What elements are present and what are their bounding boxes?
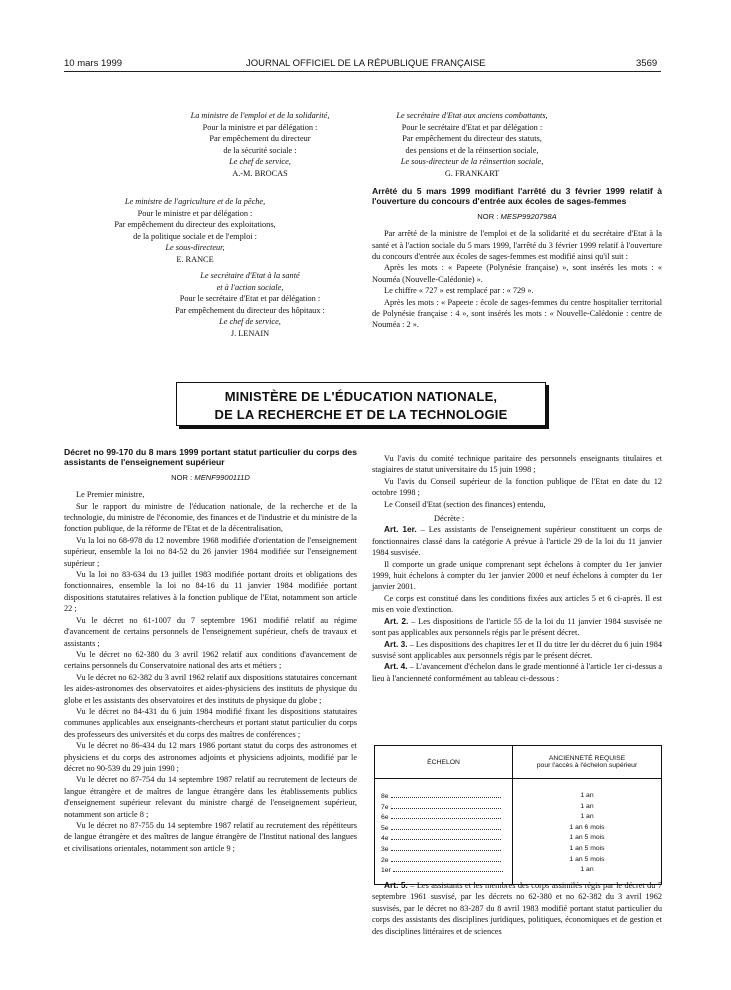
signature-line: Pour le secrétaire d'Etat et par délégation : (179, 294, 321, 304)
ministry-line-1: MINISTÈRE DE L'ÉDUCATION NATIONALE, (224, 389, 498, 404)
journal-title: JOURNAL OFFICIEL DE LA RÉPUBLIQUE FRANÇAISE (246, 58, 486, 69)
signature-line: La ministre de l'emploi et de la solidarité, (190, 111, 330, 120)
article-text: Il comporte un grade unique comprenant sept échelons à compter du 1er janvier 1999, huit échelons à compter du 1er janvier 2000 et neuf échelons à compter du 1er janvier 2001. (372, 559, 662, 592)
signature-block-sante (130, 270, 370, 340)
echelon-table (374, 745, 662, 885)
arrete-body (372, 228, 662, 331)
article-paragraph (372, 616, 662, 639)
signature-block-agriculture (30, 196, 360, 266)
article-paragraph (372, 661, 662, 684)
article-label: Art. 5. (384, 880, 408, 890)
article-paragraph (372, 639, 662, 662)
paragraph: Le Conseil d'Etat (section des finances) entendu, (384, 499, 546, 509)
signature-line: de la sécurité sociale : (223, 145, 297, 155)
signature-line: Le secrétaire d'Etat à la santé (200, 271, 300, 280)
paragraph: Après les mots : « Papeete (Polynésie française) », sont insérés les mots : « Nouméa (Nouvelle-Calédonie) ». (372, 263, 662, 284)
article-text: – Les dispositions des chapitres Ier et II du titre Ier du décret du 6 juin 1984 susvisé sont applicables aux personnels régis par le présent décret. (372, 639, 662, 660)
col-echelon-header: ÉCHELON (375, 746, 513, 779)
article-text: – Les assistants et les membres des corps assimilés régis par le décret du 7 septembre 1961 susvisé, par les décrets no 62-380 et no 62-382 du 3 avril 1962 susvisés, par le décret no 83-287 du 8 avril 1983 modifié portant statut particulier du corps des assistants des disciplines juridiques, politiques, économiques et de gestion et des disciplines littéraires et de sciences (372, 881, 663, 936)
signature-line: Pour la ministre et par délégation : (202, 122, 318, 132)
ministry-line-2: DE LA RECHERCHE ET DE LA TECHNOLOGIE (214, 407, 508, 422)
decret-nor: NOR : MENF9900111D (171, 472, 250, 482)
paragraph: Sur le rapport du ministre de l'éducation nationale, de la recherche et de la technologie, du ministre de l'économie, des finances et de l'industrie et du ministre de la fonction publique, de la réforme de l'Etat et de la décentralisation, (64, 501, 357, 534)
paragraph: Vu le décret no 62-380 du 3 avril 1962 relatif aux conditions d'avancement de certains personnels du Conservatoire national des arts et métiers ; (64, 649, 357, 671)
paragraph: Vu l'avis du comité technique paritaire des personnels enseignants titulaires et stagiaires de statut universitaire du 15 juin 1998 ; (372, 454, 662, 475)
anciennete-value: 1 an (580, 792, 594, 799)
paragraph: Par arrêté de la ministre de l'emploi et de la solidarité et du secrétaire d'Etat à la santé et à l'action sociale du 5 mars 1999, l'arrêté du 3 février 1999 relatif à l'ouverture du concours d'entrée aux écoles de sages-femmes est modifié ainsi qu'il suit : (372, 229, 662, 262)
header-date: 10 mars 1999 (64, 58, 123, 69)
anciennete-value: 1 an (580, 813, 594, 821)
article-label: Art. 4. (384, 661, 408, 672)
anciennete-value: 1 an 5 mois (569, 834, 605, 842)
anciennete-value: 1 an 5 mois (569, 844, 605, 852)
echelon-level: 2e (375, 855, 512, 866)
signature-line: Par empêchement du directeur des statuts, (402, 134, 542, 144)
echelon-level: 6e (375, 812, 512, 823)
paragraph: Vu le décret no 86-434 du 12 mars 1986 portant statut du corps des astronomes et physiciens et du corps des astronomes adjoints et physiciens adjoints, modifié par le décret no 90-539 du 29 juin 1990 ; (64, 741, 357, 773)
echelon-level: 3e (375, 844, 512, 855)
signature-line: A.-M. BROCAS (232, 168, 288, 178)
signature-line: et à l'action sociale, (216, 282, 284, 292)
paragraph: Vu le décret no 61-1007 du 7 septembre 1961 modifié relatif au régime d'avancement de certains personnels de l'enseignement supérieur, chefs de travaux et assistants ; (64, 615, 357, 648)
anciennete-values (513, 791, 661, 876)
decret-left-column (64, 447, 357, 854)
arrete-nor: NOR : MESP9920798A (477, 211, 557, 221)
signature-line: E. RANCE (176, 254, 214, 264)
paragraph: Le chiffre « 727 » est remplacé par : « 729 ». (384, 286, 534, 296)
signature-line: G. FRANKART (444, 168, 500, 178)
paragraph: Après les mots : « Papeete : école de sages-femmes du centre hospitalier territorial de Polynésie française : 4 », sont insérés les mots : « Nouvelle-Calédonie : centre de Nouméa : 2 ». (372, 297, 662, 330)
page-number: 3569 (636, 58, 658, 69)
article-label: Art. 3. (384, 638, 408, 649)
decret-opening: Le Premier ministre, (76, 490, 145, 500)
article-text: – Les dispositions de l'article 55 de la loi du 11 janvier 1984 susvisée ne sont pas applicables aux personnels régis par le présent décret. (372, 616, 662, 638)
header-rule (64, 71, 661, 72)
article-label: Art. 1er. (384, 524, 417, 535)
signature-line: J. LENAIN (230, 328, 270, 338)
anciennete-value: 1 an (580, 866, 594, 874)
signature-line: des pensions et de la réinsertion sociale, (405, 145, 539, 155)
decret-visas-continued (372, 453, 662, 510)
signature-line: de la politique sociale et de l'emploi : (133, 231, 257, 241)
article-5 (372, 880, 662, 937)
paragraph: Vu le décret no 87-755 du 14 septembre 1987 relatif au recrutement des répétiteurs de langue étrangère et des maîtres de langue étrangère de l'Institut national des langues et civilisations orientales, notamment son article 9 ; (64, 821, 357, 853)
signature-line: Le chef de service, (229, 157, 291, 167)
article-paragraph (372, 593, 662, 616)
signature-line: Pour le secrétaire d'Etat et par délégation : (401, 122, 543, 132)
signature-line: Le sous-directeur, (165, 243, 225, 253)
paragraph: Vu l'avis du Conseil supérieur de la fonction publique de l'Etat en date du 12 octobre 1998 ; (372, 476, 662, 498)
article-text: – Les assistants de l'enseignement supérieur constituent un corps de fonctionnaires classé dans la catégorie A prévue à l'article 29 de la loi du 11 janvier 1984 susvisée. (372, 525, 662, 558)
paragraph: Vu la loi no 83-634 du 13 juillet 1983 modifiée portant droits et obligations des fonctionnaires, ensemble la loi no 84-16 du 11 janvier 1984 modifiée portant dispositions statutaires relatives à la fonction publique de l'Etat, notamment son article 22 ; (64, 570, 357, 614)
signature-line: Par empêchement du directeur des hôpitaux : (175, 305, 325, 315)
signature-line: Par empêchement du directeur (209, 134, 311, 144)
decret-articles (372, 524, 662, 684)
signature-line: Pour le ministre et par délégation : (137, 208, 253, 218)
article-text: – L'avancement d'échelon dans le grade mentionné à l'article 1er ci-dessus a lieu à l'ancienneté conformément au tableau ci-dessous : (372, 662, 662, 683)
arrete-title: Arrêté du 5 mars 1999 modifiant l'arrêté du 3 février 1999 relatif à l'ouverture du concours d'entrée aux écoles de sages-femmes (372, 186, 662, 207)
paragraph: Vu le décret no 84-431 du 6 juin 1984 modifié fixant les dispositions statutaires communes applicables aux enseignants-chercheurs et portant statut particulier du corps des professeurs des universités et du corps des maîtres de conférences ; (64, 706, 357, 739)
signature-line: Par empêchement du directeur des exploitations, (114, 220, 276, 230)
decret-right-column (372, 453, 662, 684)
article-label: Art. 2. (384, 615, 409, 626)
signature-line: Le sous-directeur de la réinsertion sociale, (400, 157, 544, 167)
article-text: Ce corps est constitué dans les conditions fixées aux articles 5 et 6 ci-après. Il est mis en voie d'extinction. (372, 593, 662, 615)
echelon-level: 4e (375, 833, 512, 844)
echelon-level: 8e (375, 791, 512, 802)
paragraph: Vu le décret no 62-382 du 3 avril 1962 relatif aux dispositions statutaires concernant les aides-astronomes des observatoires et aides-physiciens des instituts de physique du globe et les assistants des observatoires et des instituts de physique du globe ; (64, 672, 357, 705)
signature-block-anciens-combattants (372, 110, 572, 180)
article-paragraph (372, 559, 662, 593)
ministry-heading (176, 382, 546, 426)
decret-title: Décret no 99-170 du 8 mars 1999 portant statut particulier du corps des assistants de l'enseignement supérieur (64, 447, 357, 468)
anciennete-value: 1 an (580, 802, 594, 810)
anciennete-value: 1 an 5 mois (569, 855, 605, 863)
decrete-label: Décrète : (434, 514, 465, 524)
echelon-level: 1er (375, 865, 512, 876)
anciennete-value: 1 an 6 mois (569, 823, 605, 831)
signature-block-emploi (150, 110, 370, 180)
signature-line: Le secrétaire d'Etat aux anciens combattants, (396, 111, 548, 120)
echelon-level: 7e (375, 802, 512, 813)
echelon-levels (375, 791, 512, 876)
signature-line: Le chef de service, (219, 317, 281, 327)
decret-visas (64, 501, 357, 855)
arrete-section (372, 186, 662, 331)
echelon-level: 5e (375, 823, 512, 834)
article-paragraph (372, 524, 662, 558)
signature-line: Le ministre de l'agriculture et de la pêche, (124, 197, 266, 206)
paragraph: Vu la loi no 68-978 du 12 novembre 1968 modifiée d'orientation de l'enseignement supérieur, ensemble la loi no 84-52 du 26 janvier 1984 modifiée sur l'enseignement supérieur ; (64, 535, 357, 568)
paragraph: Vu le décret no 87-754 du 14 septembre 1987 relatif au recrutement de lecteurs de langue étrangère et de maîtres de langue étrangère dans les établissements publics d'enseignement supérieur relevant du ministre chargé de l'enseignement supérieur, notamment son article 8 ; (64, 775, 357, 819)
col-anciennete-header: ANCIENNETÉ REQUISE pour l'accès à l'échelon supérieur (513, 746, 662, 779)
